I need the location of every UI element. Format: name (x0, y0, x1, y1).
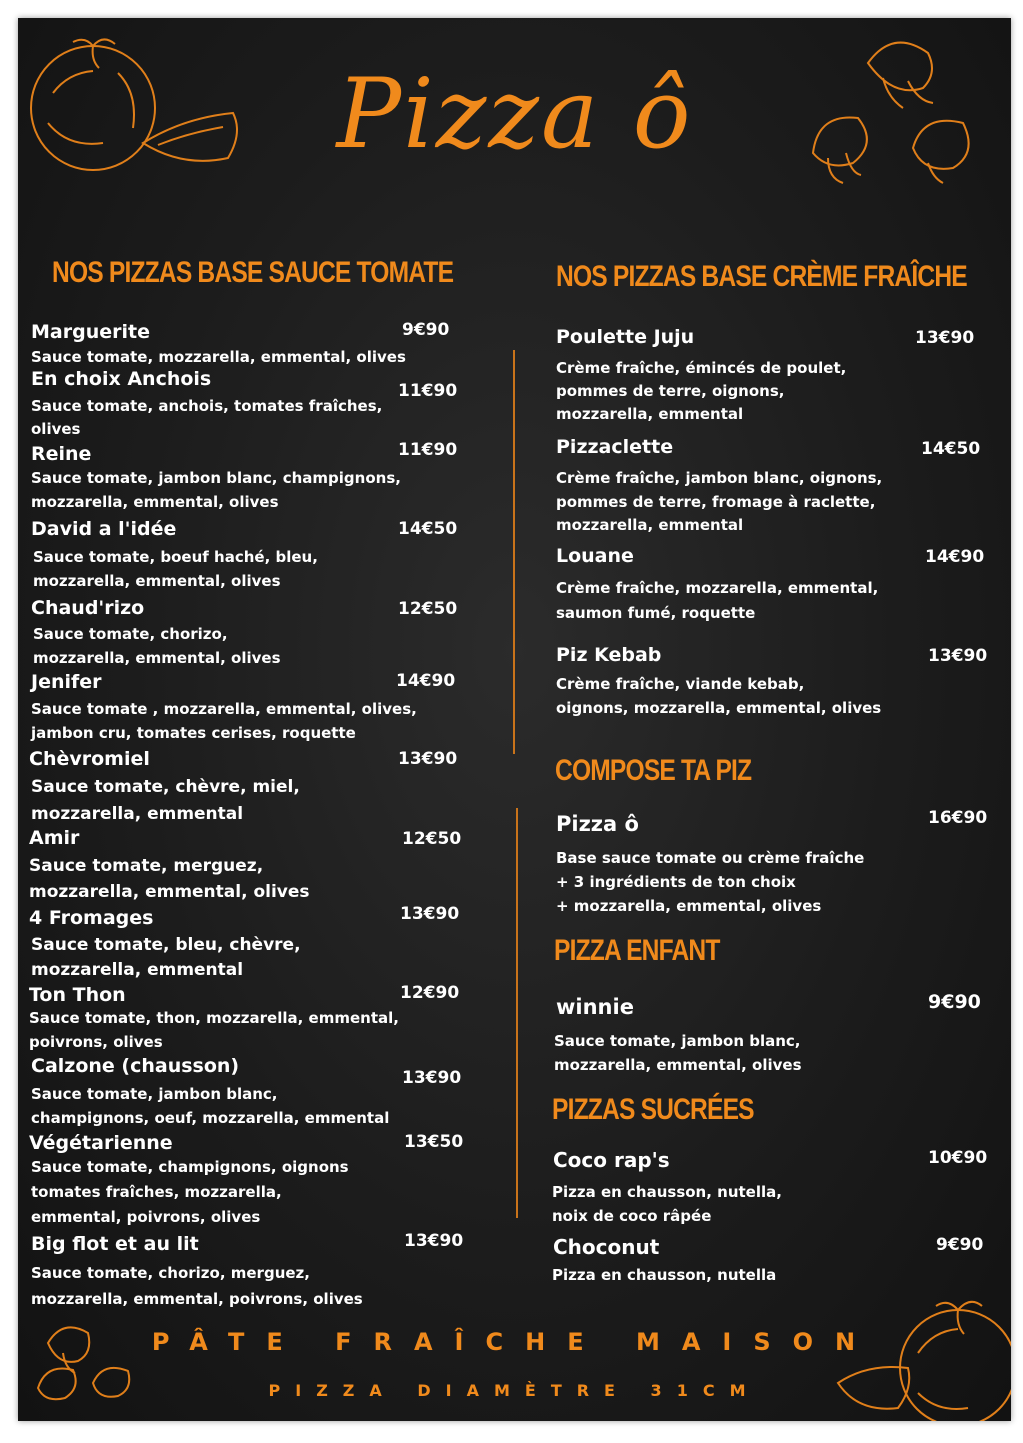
item-price: 14€90 (925, 547, 985, 567)
item-price: 12€50 (402, 829, 462, 849)
item-desc: Sauce tomate, thon, mozzarella, emmental, (29, 1009, 399, 1027)
item-name: Reine (31, 443, 92, 465)
item-desc: Crème fraîche, viande kebab, (556, 675, 805, 693)
item-desc: tomates fraîches, mozzarella, (31, 1183, 282, 1201)
item-name: 4 Fromages (29, 907, 154, 929)
item-desc: Crème fraîche, mozzarella, emmental, (556, 579, 879, 597)
item-price: 14€50 (921, 439, 981, 459)
footer-diametre: PIZZA DIAMÈTRE 31CM (268, 1381, 761, 1400)
item-price: 10€90 (928, 1148, 988, 1168)
item-desc: + 3 ingrédients de ton choix (556, 873, 796, 891)
item-desc: mozzarella, emmental, olives (554, 1056, 802, 1074)
item-desc: Sauce tomate, chorizo, merguez, (31, 1264, 310, 1282)
item-name: Chèvromiel (29, 748, 150, 770)
item-desc: Sauce tomate, bleu, chèvre, (31, 935, 301, 955)
item-desc: mozzarella, emmental, olives (33, 649, 281, 667)
item-name: En choix Anchois (31, 368, 212, 390)
item-name: Pizzaclette (556, 436, 674, 458)
item-price: 12€90 (400, 983, 460, 1003)
menu-board (18, 18, 1011, 1421)
item-name: Marguerite (31, 321, 150, 343)
item-name: Ton Thon (29, 984, 126, 1006)
item-desc: Sauce tomate, mozzarella, emmental, olives (31, 348, 406, 366)
item-name: Chaud'rizo (31, 597, 145, 619)
item-desc: champignons, oeuf, mozzarella, emmental (31, 1109, 390, 1127)
item-price: 13€90 (398, 749, 458, 769)
item-desc: Sauce tomate, jambon blanc, (31, 1085, 278, 1103)
item-desc: jambon cru, tomates cerises, roquette (31, 724, 356, 742)
item-desc: Sauce tomate, jambon blanc, (554, 1032, 801, 1050)
section-title-sucrees: PIZZAS SUCRÉES (552, 1093, 754, 1126)
footer-pate-fraiche: PÂTE FRAÎCHE MAISON (151, 1328, 878, 1356)
item-desc: Sauce tomate, boeuf haché, bleu, (33, 548, 318, 566)
section-title-enfant: PIZZA ENFANT (554, 934, 720, 967)
item-desc: saumon fumé, roquette (556, 604, 756, 622)
item-desc: oignons, mozzarella, emmental, olives (556, 699, 882, 717)
item-name: Poulette Juju (556, 326, 695, 348)
item-price: 13€90 (928, 646, 988, 666)
item-price: 9€90 (936, 1235, 984, 1255)
item-name: Big flot et au lit (31, 1233, 199, 1255)
item-desc: poivrons, olives (29, 1033, 163, 1051)
item-desc: Pizza en chausson, nutella (552, 1266, 777, 1284)
item-name: Jenifer (31, 671, 102, 693)
item-desc: mozzarella, emmental, olives (31, 493, 279, 511)
item-desc: Pizza en chausson, nutella, (552, 1183, 782, 1201)
item-desc: Sauce tomate, chèvre, miel, (31, 777, 300, 797)
item-name: Coco rap's (553, 1148, 670, 1172)
item-desc: mozzarella, emmental, olives (33, 572, 281, 590)
item-price: 13€90 (915, 328, 975, 348)
item-price: 13€90 (402, 1068, 462, 1088)
item-name: David a l'idée (31, 518, 177, 540)
item-name: Calzone (chausson) (31, 1055, 240, 1077)
column-divider (516, 808, 518, 1218)
item-name: Amir (29, 827, 80, 849)
item-price: 9€90 (402, 320, 450, 340)
item-name: winnie (556, 995, 634, 1019)
item-price: 12€50 (398, 599, 458, 619)
section-title-compose: COMPOSE TA PIZ (555, 754, 752, 787)
item-desc: + mozzarella, emmental, olives (556, 897, 822, 915)
item-desc: Sauce tomate, merguez, (29, 856, 264, 876)
item-desc: Base sauce tomate ou crème fraîche (556, 849, 865, 867)
item-price: 9€90 (928, 991, 981, 1013)
section-title-creme: NOS PIZZAS BASE CRÈME FRAÎCHE (556, 260, 967, 293)
item-desc: olives (31, 420, 81, 438)
item-name: Pizza ô (556, 812, 639, 836)
item-name: Piz Kebab (556, 644, 662, 666)
item-desc: Sauce tomate, champignons, oignons (31, 1158, 349, 1176)
item-price: 13€90 (404, 1231, 464, 1251)
item-desc: emmental, poivrons, olives (31, 1208, 261, 1226)
item-price: 13€90 (400, 904, 460, 924)
item-desc: pommes de terre, oignons, (556, 382, 785, 400)
column-divider (513, 350, 515, 754)
item-desc: Crème fraîche, jambon blanc, oignons, (556, 469, 883, 487)
item-desc: mozzarella, emmental, poivrons, olives (31, 1290, 363, 1308)
item-desc: pommes de terre, fromage à raclette, (556, 493, 876, 511)
item-desc: noix de coco râpée (552, 1207, 712, 1225)
item-name: Choconut (553, 1235, 660, 1259)
item-desc: mozzarella, emmental (556, 516, 744, 534)
menu-title: Pizza ô (336, 58, 693, 170)
item-price: 13€50 (404, 1132, 464, 1152)
item-price: 11€90 (398, 440, 458, 460)
item-price: 16€90 (928, 808, 988, 828)
item-desc: Crème fraîche, émincés de poulet, (556, 359, 847, 377)
item-desc: Sauce tomate , mozzarella, emmental, olives, (31, 700, 417, 718)
item-desc: mozzarella, emmental (31, 960, 244, 980)
item-desc: mozzarella, emmental (31, 804, 244, 824)
section-title-tomate: NOS PIZZAS BASE SAUCE TOMATE (52, 256, 454, 289)
item-desc: Sauce tomate, chorizo, (33, 625, 228, 643)
item-desc: mozzarella, emmental (556, 405, 744, 423)
item-name: Végétarienne (29, 1132, 173, 1154)
item-desc: mozzarella, emmental, olives (29, 882, 310, 902)
item-price: 14€50 (398, 519, 458, 539)
item-desc: Sauce tomate, jambon blanc, champignons, (31, 469, 401, 487)
item-name: Louane (556, 545, 634, 567)
item-desc: Sauce tomate, anchois, tomates fraîches, (31, 397, 383, 415)
item-price: 14€90 (396, 671, 456, 691)
item-price: 11€90 (398, 381, 458, 401)
